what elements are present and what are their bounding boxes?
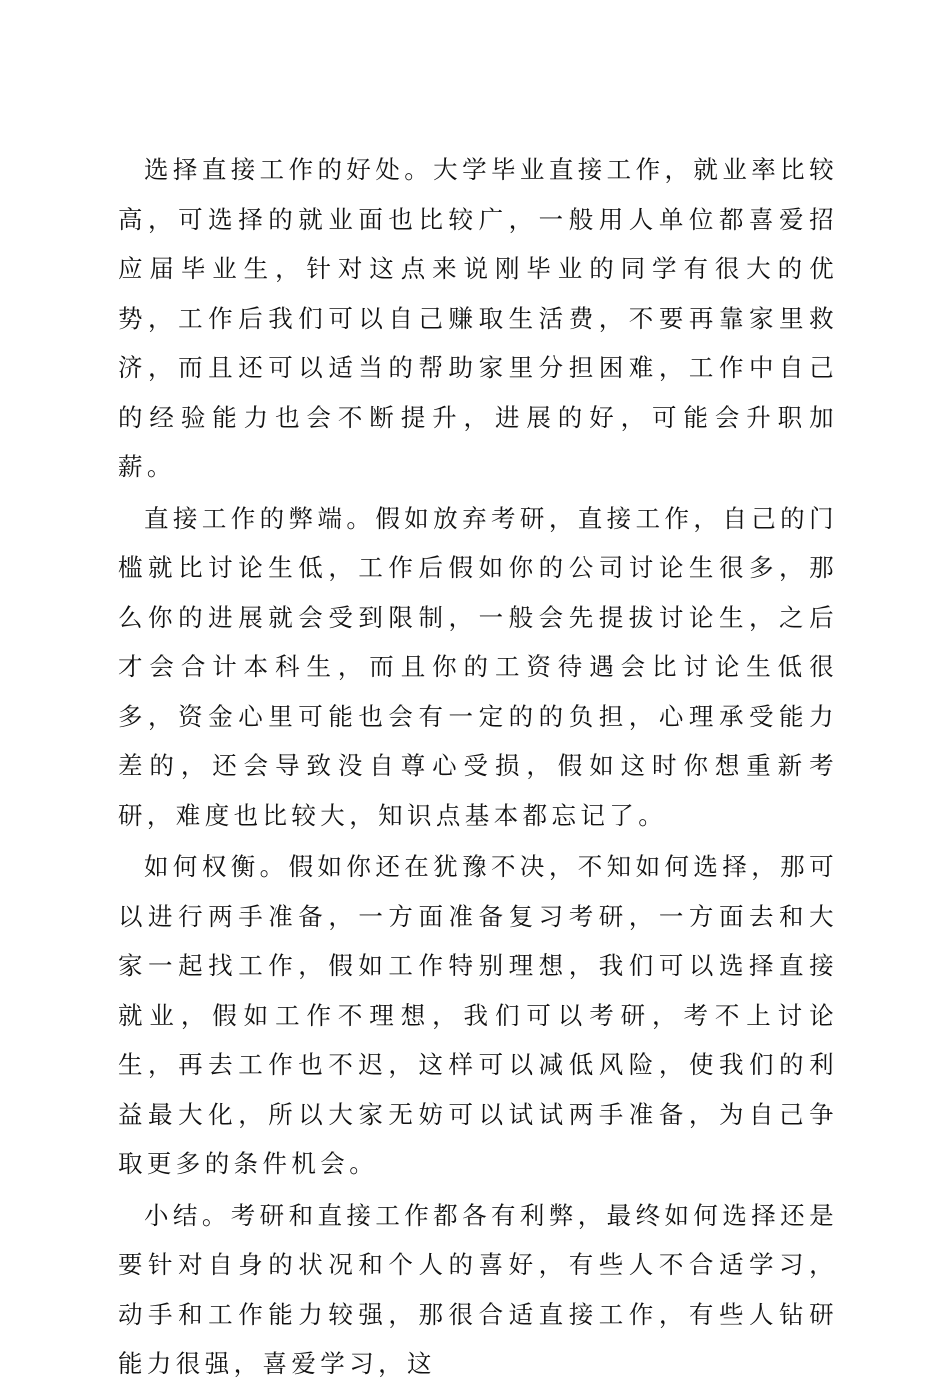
paragraph-how-to-balance: 如何权衡。假如你还在犹豫不决，不知如何选择，那可以进行两手准备，一方面准备复习考研，一方面去和大家一起找工作，假如工作特别理想，我们可以选择直接就业，假如工作不理想，我们可以考研，考不上讨论生，再去工作也不迟，这样可以减低风险，使我们的利益最大化，所以大家无妨可以试试两手准备，为自己争取更多的条件机会。 — [118, 852, 838, 1178]
document-body — [118, 145, 838, 1391]
paragraph-benefits-of-working: 选择直接工作的好处。大学毕业直接工作，就业率比较高，可选择的就业面也比较广，一般用人单位都喜爱招应届毕业生，针对这点来说刚毕业的同学有很大的优势，工作后我们可以自己赚取生活费，不要再靠家里救济，而且还可以适当的帮助家里分担困难，工作中自己的经验能力也会不断提升，进展的好，可能会升职加薪。 — [118, 155, 838, 481]
paragraph-drawbacks-of-working: 直接工作的弊端。假如放弃考研，直接工作，自己的门槛就比讨论生低，工作后假如你的公司讨论生很多，那么你的进展就会受到限制，一般会先提拔讨论生，之后才会合计本科生，而且你的工资待遇会比讨论生低很多，资金心里可能也会有一定的的负担，心理承受能力差的，还会导致没自尊心受损，假如这时你想重新考研，难度也比较大，知识点基本都忘记了。 — [118, 503, 838, 830]
paragraph-summary: 小结。考研和直接工作都各有利弊，最终如何选择还是要针对自身的状况和个人的喜好，有些人不合适学习，动手和工作能力较强，那很合适直接工作，有些人钻研能力很强，喜爱学习，这 — [118, 1200, 838, 1378]
